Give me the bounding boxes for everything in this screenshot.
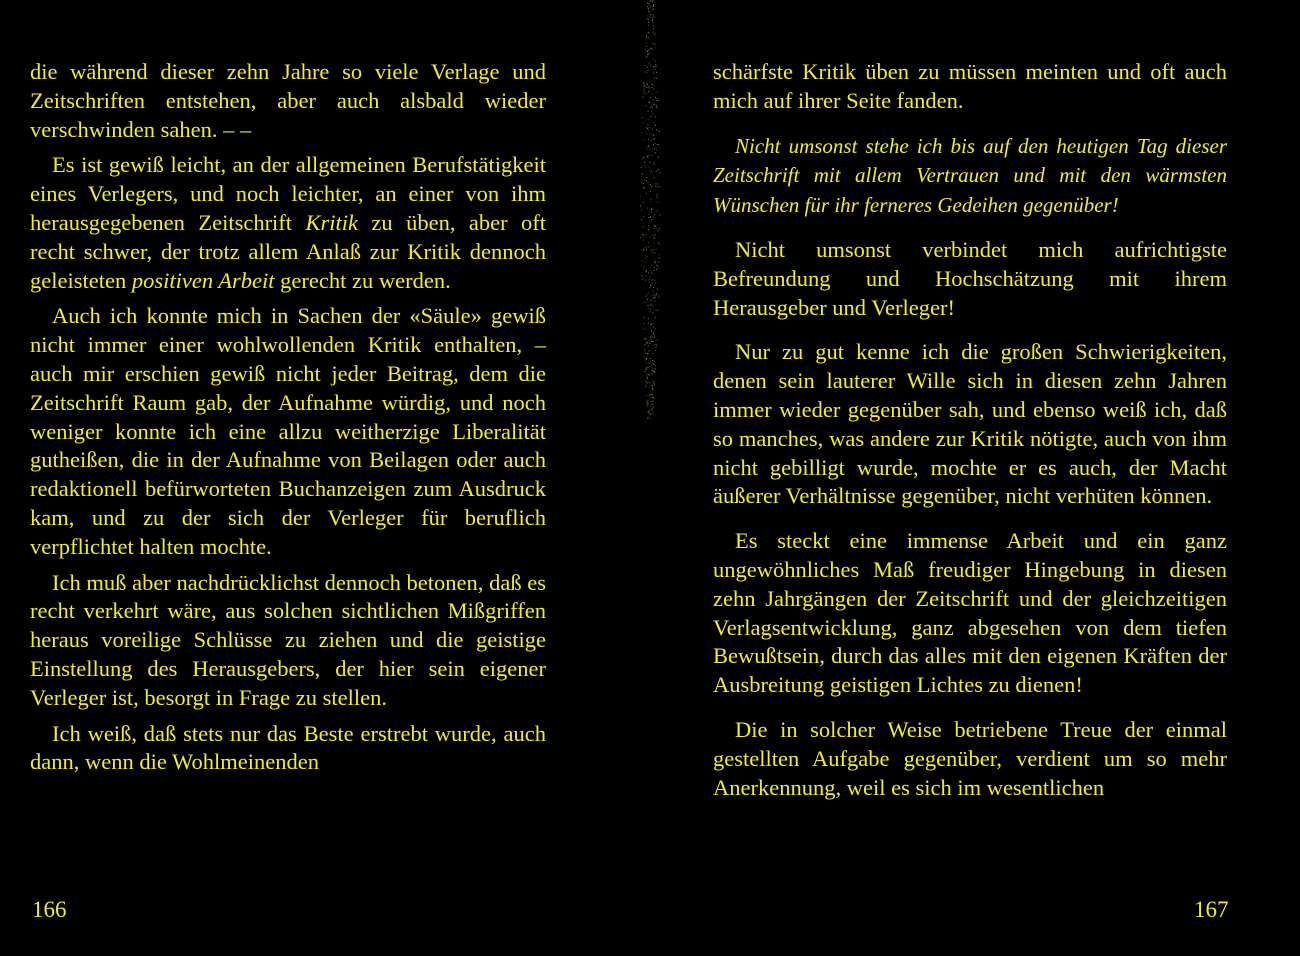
text-segment: Auch ich konnte mich in Sachen der «Säule» gewiß nicht immer einer wohlwollenden Kritik enthalten, – auch mir erschien gewiß nicht jeder Beitrag, dem die Zeitschrift Raum gab, der Aufnahme würdig, und noch weniger konnte ich eine allzu weitherzige Liberalität gutheißen, die in der Aufnahme von Beilagen oder auch redaktionell befürworteten Buchanzeigen zum Ausdruck kam, und zu der sich der Verleger für beruflich verpflichtet halten mochte. xyxy=(30,303,546,559)
paragraph xyxy=(30,302,546,561)
left-page xyxy=(30,58,546,777)
text-segment: Ich weiß, daß stets nur das Beste erstrebt wurde, auch dann, wenn die Wohlmeinenden xyxy=(30,720,546,775)
page-number-left: 166 xyxy=(32,897,67,922)
paragraph: Nur zu gut kenne ich die großen Schwierigkeiten, denen sein lauterer Wille sich in diesen zehn Jahren immer wieder gegenüber sah, und ebenso weiß ich, daß so manches, was andere zur Kritik nötigte, auch von ihm nicht gebilligt wurde, mochte er es auch, der Macht äußerer Verhältnisse gegenüber, nicht verhüten können. xyxy=(713,339,1227,509)
paragraph xyxy=(30,720,546,778)
italic-quote-paragraph: Nicht umsonst stehe ich bis auf den heutigen Tag dieser Zeitschrift mit allem Vertrauen und mit den wärmsten Wünschen für ihr ferneres Gedeihen gegenüber! xyxy=(713,133,1227,217)
right-page xyxy=(713,58,1227,802)
paragraph xyxy=(30,151,546,295)
emphasis-text: Kritik xyxy=(305,209,358,235)
paragraph xyxy=(30,58,546,144)
text-segment: Ich muß aber nachdrücklichst dennoch betonen, daß es recht verkehrt wäre, aus solchen sichtlichen Mißgriffen heraus voreilige Schlüsse zu ziehen und die geistige Einstellung des Herausgebers, der hier sein eigener Verleger ist, besorgt in Frage zu stellen. xyxy=(30,569,546,710)
text-segment: Es ist gewiß leicht, an der allgemeinen Berufstätigkeit eines Verlegers, und noch leichter, an einer von ihm herausgegebenen Zeitschrift xyxy=(30,152,546,235)
text-segment: gerecht zu werden. xyxy=(274,267,451,293)
paragraph: Nicht umsonst verbindet mich aufrichtigste Befreundung und Hochschätzung mit ihrem Herausgeber und Verleger! xyxy=(713,237,1227,320)
paragraph: Es steckt eine immense Arbeit und ein ganz ungewöhnliches Maß freudiger Hingebung in diesen zehn Jahrgängen der Zeitschrift und der gleichzeitigen Verlagsentwicklung, ganz abgesehen von dem tiefen Bewußtsein, durch das alles mit den eigenen Kräften der Ausbreitung geistigen Lichtes zu dienen! xyxy=(713,528,1227,698)
paragraph: schärfste Kritik üben zu müssen meinten und oft auch mich auf ihrer Seite fanden. xyxy=(713,59,1227,113)
page-number-right: 167 xyxy=(1194,897,1229,922)
emphasis-text: positiven Arbeit xyxy=(131,267,275,293)
paragraph xyxy=(30,569,546,713)
book-gutter xyxy=(638,0,662,420)
text-segment: zu üben, aber oft recht schwer, der trotz allem Anlaß zur Kritik dennoch geleisteten xyxy=(30,209,546,293)
text-segment: die während dieser zehn Jahre so viele Verlage und Zeitschriften entstehen, aber auch alsbald wieder verschwinden sahen. – – xyxy=(30,59,546,142)
paragraph: Die in solcher Weise betriebene Treue der einmal gestellten Aufgabe gegenüber, verdient um so mehr Anerkennung, weil es sich im wesentlichen xyxy=(713,717,1227,800)
